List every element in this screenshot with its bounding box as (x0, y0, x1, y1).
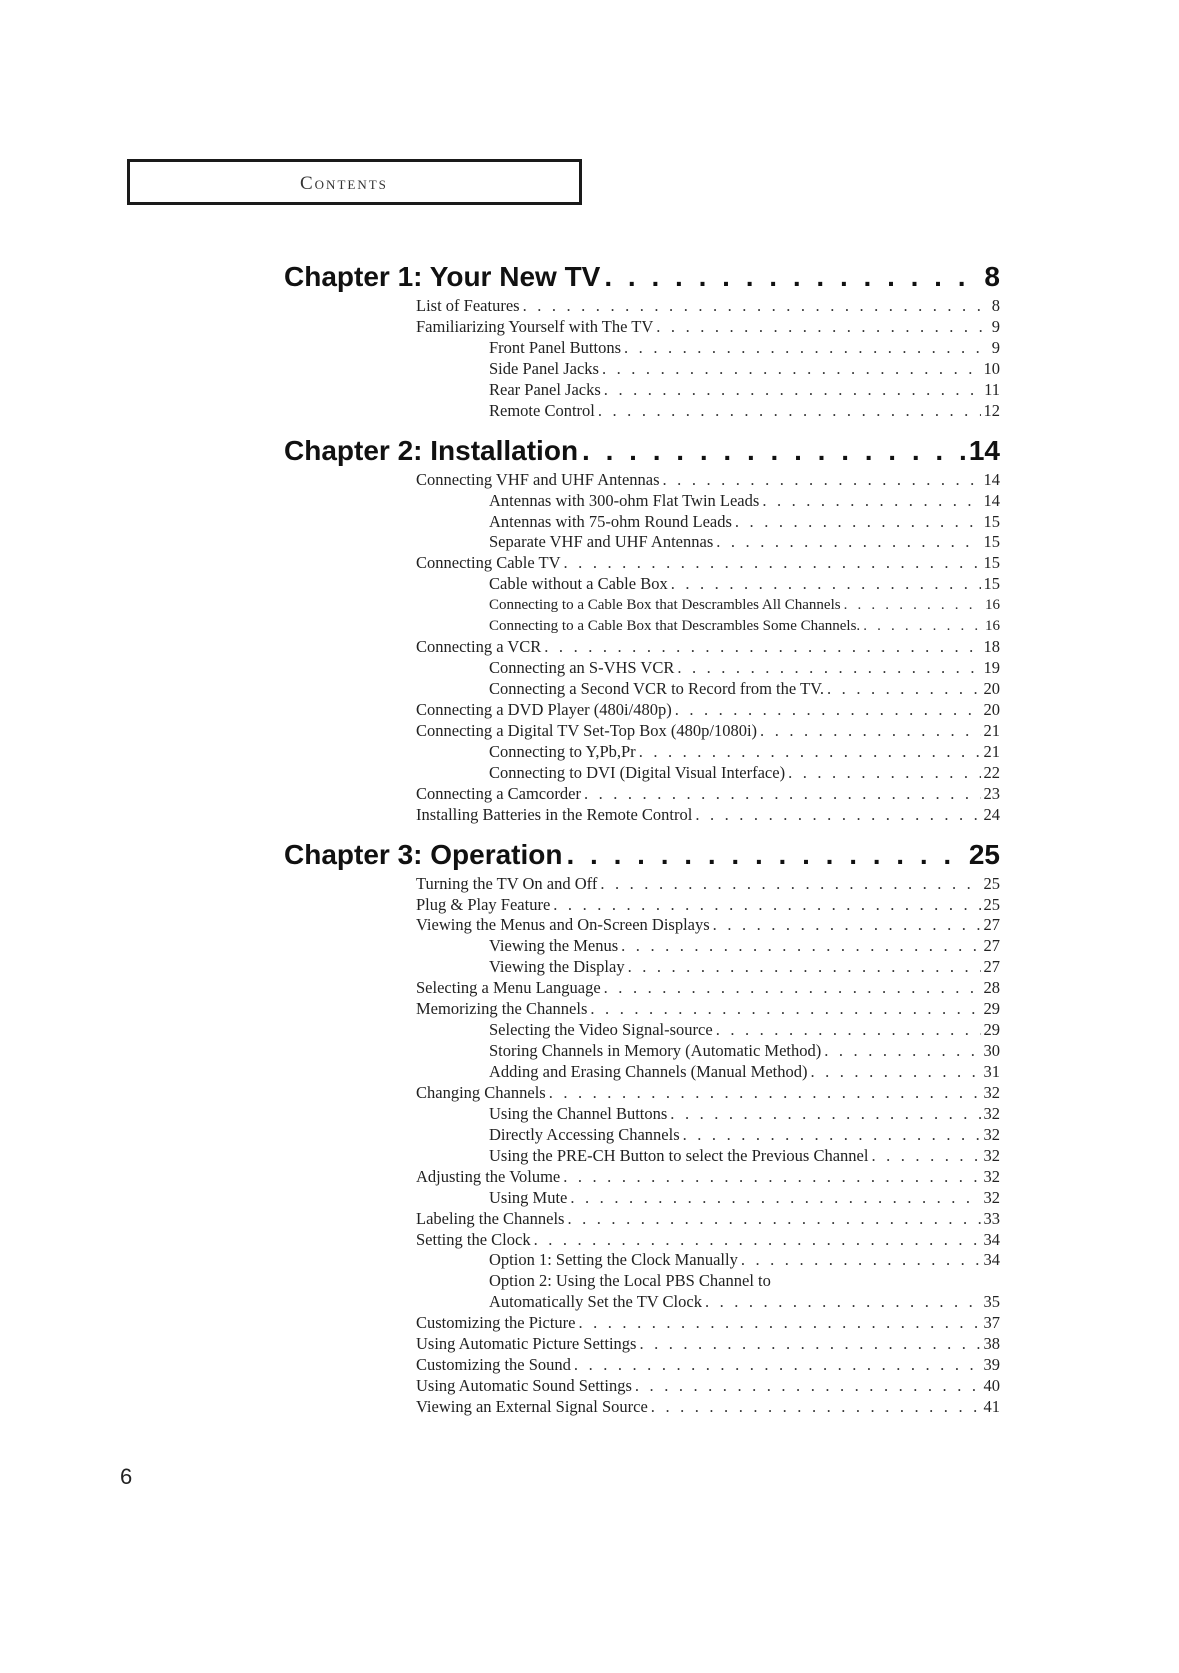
toc-entry-title: Using Automatic Picture Settings (416, 1334, 637, 1354)
toc-subentry[interactable] (284, 1062, 1000, 1083)
dot-leader (553, 895, 980, 916)
chapter-title: Chapter 2: Installation (284, 434, 579, 466)
toc-page-number: 27 (983, 957, 1000, 977)
toc-entry-title: Plug & Play Feature (416, 894, 551, 914)
toc-page-number: 23 (983, 783, 1000, 803)
dot-leader (716, 532, 980, 553)
toc-entry-title: Connecting a DVD Player (480i/480p) (416, 699, 672, 719)
toc-entry-title: Turning the TV On and Off (416, 873, 598, 893)
toc-subentry[interactable] (284, 742, 1000, 763)
toc-entry-title: Option 2: Using the Local PBS Channel to (489, 1271, 771, 1291)
dot-leader (628, 957, 981, 978)
dot-leader (663, 470, 981, 491)
toc-entry-title: Using the PRE-CH Button to select the Previous Channel (489, 1145, 869, 1165)
toc-subentry[interactable] (284, 763, 1000, 784)
dot-leader (624, 338, 989, 359)
toc-page-number: 15 (983, 532, 1000, 552)
toc-entry-title: Customizing the Picture (416, 1313, 576, 1333)
toc-page-number: 39 (983, 1355, 1000, 1375)
toc-page-number: 32 (983, 1187, 1000, 1207)
toc-page-number: 9 (991, 316, 1000, 336)
toc-subentry[interactable] (284, 1041, 1000, 1062)
dot-leader (695, 805, 980, 826)
toc-entry-title: Installing Batteries in the Remote Control (416, 804, 693, 824)
toc-entry[interactable] (284, 637, 1000, 658)
toc-page-number: 8 (991, 296, 1000, 315)
toc-entry-title: Viewing the Display (489, 957, 625, 977)
toc-page-number: 14 (983, 490, 1000, 510)
toc-page-number: 10 (983, 358, 1000, 378)
dot-leader (639, 1334, 980, 1355)
toc-subentry[interactable] (284, 957, 1000, 978)
toc-page-number: 32 (983, 1103, 1000, 1123)
toc-entry-title: Antennas with 300-ohm Flat Twin Leads (489, 490, 760, 510)
toc-entry-title: Using Automatic Sound Settings (416, 1376, 632, 1396)
chapter-page-number: 25 (968, 838, 1000, 870)
chapter-heading[interactable] (284, 836, 1000, 874)
toc-entry[interactable] (284, 1083, 1000, 1104)
toc-subentry[interactable] (284, 1292, 1000, 1313)
toc-page-number: 32 (983, 1166, 1000, 1186)
toc-entry[interactable] (284, 1376, 1000, 1397)
dot-leader (656, 317, 988, 338)
dot-leader (534, 1230, 981, 1251)
dot-leader (567, 1209, 980, 1230)
toc-subentry[interactable] (284, 1020, 1000, 1041)
toc-entry[interactable] (284, 553, 1000, 574)
chapter-title: Chapter 1: Your New TV (284, 261, 601, 292)
toc-entry-title: Viewing the Menus (489, 936, 619, 956)
toc-entry-title: Cable without a Cable Box (489, 574, 668, 594)
toc-page-number: 18 (983, 637, 1000, 657)
toc-page-number: 19 (983, 658, 1000, 678)
toc-page-number: 38 (983, 1334, 1000, 1354)
chapter-page-number: 8 (984, 261, 1000, 292)
toc-page-number: 30 (983, 1041, 1000, 1061)
dot-leader (810, 1062, 980, 1083)
toc-entry-title: Viewing an External Signal Source (416, 1397, 648, 1416)
toc-entry-title: Selecting the Video Signal-source (489, 1020, 713, 1040)
toc-subentry[interactable] (284, 338, 1000, 359)
chapter-heading[interactable] (284, 258, 1000, 296)
contents-heading: Contents (300, 173, 388, 194)
toc-subentry[interactable] (284, 359, 1000, 380)
dot-leader (523, 296, 989, 317)
dot-leader (670, 1104, 980, 1125)
dot-leader (762, 491, 980, 512)
toc-entry-title: Rear Panel Jacks (489, 379, 601, 399)
dot-leader (598, 401, 981, 422)
toc-entry-title: Connecting to DVI (Digital Visual Interface) (489, 762, 786, 782)
toc-page-number: 20 (983, 679, 1000, 698)
toc-entry[interactable] (284, 1230, 1000, 1251)
toc-entry[interactable] (284, 1334, 1000, 1355)
dot-leader (582, 432, 965, 470)
toc-page-number: 15 (983, 511, 1000, 531)
toc-entry[interactable] (284, 1167, 1000, 1188)
toc-entry-title: Labeling the Channels (416, 1208, 565, 1228)
toc-page-number: 9 (991, 337, 1000, 357)
toc-page-number: 16 (985, 618, 1000, 635)
toc-entry[interactable] (284, 805, 1000, 826)
dot-leader (683, 1125, 981, 1146)
toc-page-number: 16 (985, 597, 1000, 614)
toc-subentry[interactable] (284, 574, 1000, 595)
toc-page-number: 29 (983, 1020, 1000, 1040)
toc-page-number: 29 (983, 999, 1000, 1019)
chapter-entries (284, 470, 1000, 826)
chapter-entries (284, 874, 1000, 1418)
toc-entry[interactable] (284, 700, 1000, 721)
toc-entry-title: Storing Channels in Memory (Automatic Method) (489, 1041, 822, 1061)
toc-entry-title: Side Panel Jacks (489, 358, 599, 378)
toc-entry[interactable] (284, 978, 1000, 999)
toc-entry[interactable] (284, 470, 1000, 491)
toc-page-number: 34 (983, 1250, 1000, 1270)
dot-leader (563, 1167, 980, 1188)
toc-subentry[interactable] (284, 512, 1000, 533)
chapter-heading[interactable] (284, 432, 1000, 470)
dot-leader (677, 658, 980, 679)
dot-leader (584, 784, 981, 805)
toc-entry[interactable] (284, 1209, 1000, 1230)
dot-leader (760, 721, 980, 742)
toc-entry-title: List of Features (416, 296, 520, 315)
dot-leader (716, 1020, 981, 1041)
toc-entry-title: Connecting to a Cable Box that Descrambles Some Channels. (489, 618, 861, 635)
toc-entry-title: Remote Control (489, 400, 595, 420)
table-of-contents (284, 258, 1000, 1428)
dot-leader (604, 978, 981, 999)
contents-header-box (127, 159, 582, 205)
dot-leader (671, 574, 981, 595)
toc-entry[interactable] (284, 784, 1000, 805)
toc-entry[interactable] (284, 1355, 1000, 1376)
dot-leader (590, 999, 980, 1020)
toc-subentry[interactable] (284, 679, 1000, 700)
toc-page-number: 24 (983, 804, 1000, 824)
toc-entry[interactable] (284, 721, 1000, 742)
toc-subentry[interactable] (284, 380, 1000, 401)
toc-entry-title: Connecting an S-VHS VCR (489, 658, 675, 678)
dot-leader (602, 359, 981, 380)
toc-page-number: 32 (983, 1082, 1000, 1102)
toc-page-number: 40 (983, 1376, 1000, 1396)
toc-entry-title: Familiarizing Yourself with The TV (416, 316, 654, 336)
toc-subentry[interactable] (284, 1104, 1000, 1125)
toc-entry-title: Connecting a Camcorder (416, 783, 581, 803)
toc-page-number: 15 (983, 574, 1000, 594)
dot-leader (639, 742, 981, 763)
dot-leader (635, 1376, 981, 1397)
dot-leader (600, 874, 980, 895)
toc-entry[interactable] (284, 1397, 1000, 1418)
dot-leader (604, 380, 981, 401)
toc-entry-title: Connecting to Y,Pb,Pr (489, 741, 636, 761)
toc-entry-title: Adjusting the Volume (416, 1166, 561, 1186)
toc-entry-title: Changing Channels (416, 1082, 546, 1102)
toc-page-number: 15 (983, 553, 1000, 573)
toc-subentry[interactable] (284, 532, 1000, 553)
toc-page-number: 27 (983, 915, 1000, 935)
toc-entry-title: Connecting a VCR (416, 637, 542, 657)
toc-entry-title: Connecting a Second VCR to Record from the TV. (489, 679, 825, 698)
toc-page-number: 25 (983, 894, 1000, 914)
page-number: 6 (120, 1464, 133, 1489)
dot-leader (741, 1250, 981, 1271)
toc-entry-title: Adding and Erasing Channels (Manual Method) (489, 1062, 808, 1081)
toc-subentry[interactable] (284, 1146, 1000, 1167)
dot-leader (675, 700, 981, 721)
toc-entry-title: Using Mute (489, 1187, 568, 1207)
dot-leader (651, 1397, 981, 1418)
toc-page-number: 34 (983, 1229, 1000, 1249)
toc-page-number: 21 (983, 720, 1000, 740)
toc-entry-title: Antennas with 75-ohm Round Leads (489, 511, 732, 531)
dot-leader (863, 616, 982, 637)
toc-entry-title: Connecting to a Cable Box that Descrambles All Channels (489, 597, 841, 614)
toc-entry[interactable] (284, 999, 1000, 1020)
toc-subentry[interactable] (284, 658, 1000, 679)
toc-subentry[interactable] (284, 595, 1000, 616)
chapter-title: Chapter 3: Operation (284, 838, 563, 870)
toc-subentry[interactable] (284, 401, 1000, 422)
dot-leader (574, 1355, 981, 1376)
toc-entry-title: Connecting VHF and UHF Antennas (416, 469, 660, 489)
toc-page-number: 37 (983, 1313, 1000, 1333)
toc-subentry[interactable] (284, 616, 1000, 637)
dot-leader (713, 915, 981, 936)
toc-entry-title: Connecting a Digital TV Set-Top Box (480p/1080i) (416, 720, 758, 740)
dot-leader (824, 1041, 980, 1062)
dot-leader (570, 1188, 980, 1209)
toc-page-number: 14 (983, 469, 1000, 489)
dot-leader (604, 258, 980, 296)
toc-entry[interactable] (284, 1313, 1000, 1334)
toc-page-number: 11 (984, 379, 1000, 399)
dot-leader (564, 553, 981, 574)
toc-page-number: 21 (983, 741, 1000, 761)
toc-entry-title: Directly Accessing Channels (489, 1124, 680, 1144)
dot-leader (578, 1313, 980, 1334)
toc-entry[interactable] (284, 317, 1000, 338)
toc-entry[interactable] (284, 895, 1000, 916)
toc-page-number: 28 (983, 978, 1000, 998)
toc-entry-title: Viewing the Menus and On-Screen Displays (416, 915, 710, 935)
toc-entry-title: Separate VHF and UHF Antennas (489, 532, 714, 552)
toc-entry-title: Selecting a Menu Language (416, 978, 601, 998)
dot-leader (735, 512, 981, 533)
chapter-page-number: 14 (968, 434, 1000, 466)
toc-entry-title: Customizing the Sound (416, 1355, 571, 1375)
toc-subentry[interactable] (284, 1271, 1000, 1292)
toc-entry-title: Connecting Cable TV (416, 553, 561, 573)
dot-leader (705, 1292, 981, 1313)
toc-page-number: 20 (983, 699, 1000, 719)
toc-entry-title: Front Panel Buttons (489, 337, 622, 357)
chapter-entries (284, 296, 1000, 422)
toc-page-number: 32 (983, 1124, 1000, 1144)
toc-subentry[interactable] (284, 491, 1000, 512)
dot-leader (788, 763, 980, 784)
toc-entry[interactable] (284, 874, 1000, 895)
dot-leader (871, 1146, 980, 1167)
toc-page-number: 27 (983, 936, 1000, 956)
dot-leader (827, 679, 980, 700)
toc-page-number: 25 (983, 873, 1000, 893)
dot-leader (566, 836, 964, 874)
dot-leader (844, 595, 982, 616)
toc-page-number: 31 (983, 1062, 1000, 1081)
toc-subentry[interactable] (284, 936, 1000, 957)
toc-entry-title: Setting the Clock (416, 1229, 531, 1249)
toc-page-number: 41 (983, 1397, 1000, 1416)
toc-entry[interactable] (284, 296, 1000, 317)
toc-page-number: 32 (983, 1145, 1000, 1165)
dot-leader (549, 1083, 981, 1104)
toc-entry-title: Option 1: Setting the Clock Manually (489, 1250, 738, 1270)
dot-leader (544, 637, 980, 658)
toc-entry-title: Using the Channel Buttons (489, 1103, 668, 1123)
toc-page-number: 22 (983, 762, 1000, 782)
toc-page-number: 33 (983, 1208, 1000, 1228)
toc-subentry[interactable] (284, 1125, 1000, 1146)
toc-page-number: 12 (983, 400, 1000, 420)
dot-leader (621, 936, 980, 957)
toc-subentry[interactable] (284, 1188, 1000, 1209)
toc-subentry[interactable] (284, 1250, 1000, 1271)
toc-entry-title: Automatically Set the TV Clock (489, 1292, 702, 1312)
toc-entry-title: Memorizing the Channels (416, 999, 588, 1019)
toc-page-number: 35 (983, 1292, 1000, 1312)
toc-entry[interactable] (284, 915, 1000, 936)
